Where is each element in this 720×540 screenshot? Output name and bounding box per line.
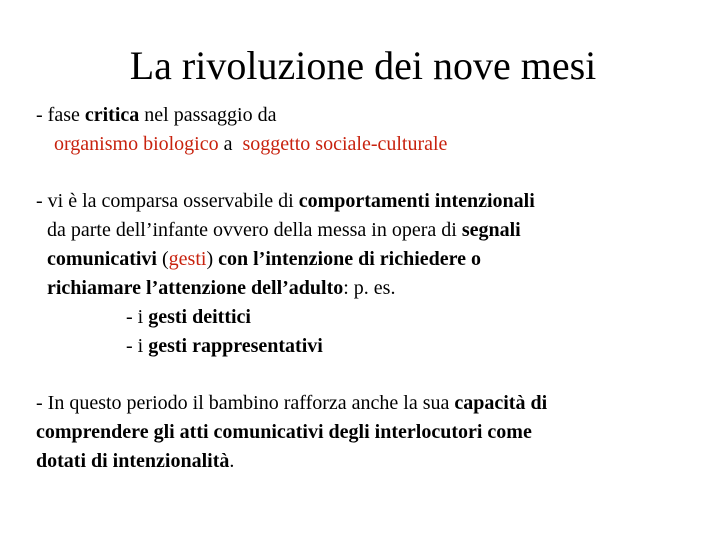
bold-text: dotati di intenzionalità [36,450,230,472]
text: ( [157,248,169,270]
bold-text: capacità di [454,392,548,414]
highlight-text: gesti [168,248,207,270]
bold-text: con l’intenzione di richiedere o [218,248,482,270]
text: : p. es. [343,277,396,299]
line [36,216,535,245]
text: - vi è la comparsa osservabile di [36,190,299,212]
text: - In questo periodo il bambino rafforza anche la sua [36,392,455,414]
text: . [229,450,235,472]
highlight-text: soggetto sociale-culturale [242,133,448,155]
text: - i [126,335,149,357]
paragraph-critical-phase [36,101,447,159]
bold-text: richiamare l’attenzione dell’adulto [47,277,344,299]
highlight-text: organismo biologico [54,133,219,155]
line [36,389,547,418]
line [36,187,535,216]
text: nel passaggio da [139,104,277,126]
list-item-deictic [36,303,535,332]
line [36,245,535,274]
bold-text: gesti deittici [148,306,251,328]
bold-text: comprendere gli atti comunicativi degli interlocutori come [36,421,532,443]
text: - i [126,306,149,328]
line [36,130,447,159]
paragraph-intentional-behaviour [36,187,535,361]
bold-text: segnali [461,219,521,241]
line [36,274,535,303]
text: - fase [36,104,85,126]
line [36,447,547,476]
text: ) [206,248,219,270]
line [36,418,547,447]
paragraph-comprehension [36,389,547,476]
text: a [218,133,243,155]
slide-title: La rivoluzione dei nove mesi [129,43,597,88]
bold-text: gesti rappresentativi [148,335,323,357]
list-item-representational [36,332,535,361]
bold-text: comportamenti intenzionali [298,190,535,212]
bold-text: comunicativi [47,248,157,270]
line [36,101,447,130]
text: da parte dell’infante ovvero della messa in opera di [47,219,462,241]
bold-text: critica [84,104,140,126]
